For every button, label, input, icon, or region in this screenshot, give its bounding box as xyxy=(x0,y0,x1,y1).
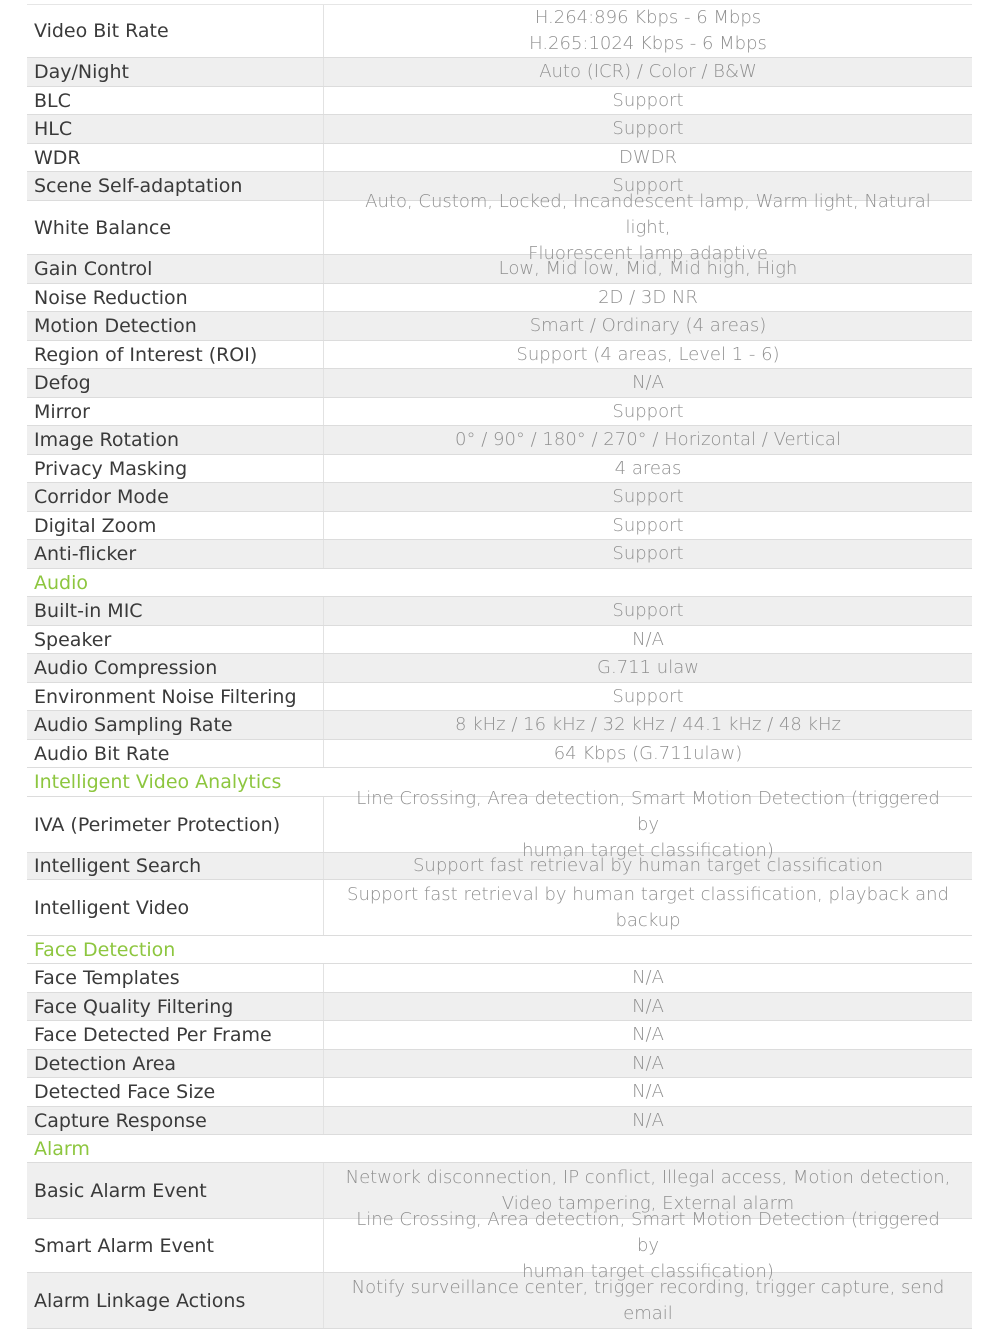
spec-value-line: Video tampering, External alarm xyxy=(501,1192,795,1214)
spec-label: Privacy Masking xyxy=(27,455,324,482)
spec-value xyxy=(324,964,972,992)
spec-value xyxy=(324,398,972,425)
spec-label: HLC xyxy=(27,115,324,143)
spec-row xyxy=(27,1107,972,1135)
spec-value xyxy=(324,512,972,539)
spec-label: Face Detected Per Frame xyxy=(27,1021,324,1049)
spec-label: Video Bit Rate xyxy=(27,5,324,57)
spec-row xyxy=(27,711,972,740)
spec-value-line: DWDR xyxy=(618,146,678,168)
spec-value-line: Fluorescent lamp adaptive xyxy=(528,242,768,264)
spec-value xyxy=(324,1078,972,1106)
spec-row xyxy=(27,597,972,626)
spec-row xyxy=(27,312,972,341)
spec-value xyxy=(324,87,972,114)
spec-value-line: Notify surveillance center, trigger recording, trigger capture, send xyxy=(351,1276,945,1298)
spec-value-line: Auto (ICR) / Color / B&W xyxy=(539,61,757,82)
spec-value xyxy=(324,711,972,739)
spec-row xyxy=(27,1078,972,1107)
spec-row xyxy=(27,369,972,398)
spec-value-line: Support xyxy=(612,514,684,536)
spec-label: Detected Face Size xyxy=(27,1078,324,1106)
spec-row xyxy=(27,853,972,880)
spec-row xyxy=(27,540,972,569)
spec-value-line: Smart / Ordinary (4 areas) xyxy=(529,315,767,336)
spec-value-line: backup xyxy=(615,909,681,931)
spec-value-line: human target classification) xyxy=(522,839,774,861)
spec-label: Audio Bit Rate xyxy=(27,740,324,767)
spec-value-line: Support fast retrieval by human target classification xyxy=(413,855,883,876)
spec-value xyxy=(324,1273,972,1328)
spec-value-line: 2D / 3D NR xyxy=(598,286,698,308)
spec-row xyxy=(27,144,972,172)
spec-row xyxy=(27,455,972,483)
spec-value-line: 4 areas xyxy=(614,457,682,479)
spec-label: Scene Self-adaptation xyxy=(27,172,324,200)
spec-row xyxy=(27,993,972,1021)
spec-row xyxy=(27,880,972,936)
spec-row xyxy=(27,787,972,861)
spec-value xyxy=(324,58,972,86)
spec-row xyxy=(27,654,972,683)
spec-row xyxy=(27,1050,972,1078)
spec-value-line: G.711 ulaw xyxy=(597,657,699,678)
spec-row xyxy=(27,483,972,512)
spec-value-line: email xyxy=(623,1302,673,1324)
spec-value xyxy=(324,683,972,710)
spec-value xyxy=(324,369,972,397)
spec-row xyxy=(27,512,972,540)
spec-value-line: 64 Kbps (G.711ulaw) xyxy=(553,742,743,764)
spec-value xyxy=(324,5,972,57)
spec-value xyxy=(324,1021,972,1049)
spec-label: Motion Detection xyxy=(27,312,324,340)
spec-value-line: Support xyxy=(612,118,684,139)
spec-value-line: N/A xyxy=(632,1024,664,1045)
spec-row xyxy=(27,1021,972,1050)
spec-row xyxy=(27,398,972,426)
spec-value xyxy=(324,426,972,454)
spec-value-line: Low, Mid low, Mid, Mid high, High xyxy=(498,258,798,279)
spec-value-line: Network disconnection, IP conflict, Illegal access, Motion detection, xyxy=(345,1166,951,1188)
spec-label: Capture Response xyxy=(27,1107,324,1134)
spec-value-line: N/A xyxy=(632,1052,664,1074)
section-heading: Face Detection xyxy=(27,936,972,964)
spec-value xyxy=(324,1208,972,1282)
spec-label: Gain Control xyxy=(27,255,324,283)
spec-value-line: Support (4 areas, Level 1 - 6) xyxy=(516,343,780,365)
spec-row xyxy=(27,683,972,711)
spec-value-line: N/A xyxy=(632,995,664,1017)
spec-label: Intelligent Video xyxy=(27,880,324,935)
spec-label: Audio Compression xyxy=(27,654,324,682)
spec-value-line: N/A xyxy=(632,1109,664,1131)
spec-label: Speaker xyxy=(27,626,324,653)
spec-value-line: Support fast retrieval by human target classification, playback and xyxy=(347,883,949,905)
spec-label: Noise Reduction xyxy=(27,284,324,311)
spec-value xyxy=(324,1107,972,1134)
spec-value xyxy=(324,654,972,682)
spec-label: BLC xyxy=(27,87,324,114)
spec-value xyxy=(324,284,972,311)
spec-value-line: Line Crossing, Area detection, Smart Motion Detection (triggered by xyxy=(356,787,940,835)
spec-value-line: Support xyxy=(612,685,684,707)
spec-row xyxy=(27,190,972,264)
spec-value-line: human target classification) xyxy=(522,1260,774,1282)
spec-value xyxy=(324,483,972,511)
spec-row xyxy=(27,426,972,455)
spec-label: Intelligent Search xyxy=(27,853,324,879)
spec-value-line: Support xyxy=(612,543,684,564)
spec-value xyxy=(324,880,972,935)
spec-value-line: N/A xyxy=(632,1081,664,1102)
spec-label: Basic Alarm Event xyxy=(27,1163,324,1218)
spec-value-line: 8 kHz / 16 kHz / 32 kHz / 44.1 kHz / 48 kHz xyxy=(455,714,841,735)
spec-row xyxy=(27,87,972,115)
spec-value-line: N/A xyxy=(632,372,664,393)
spec-label: IVA (Perimeter Protection) xyxy=(27,797,324,852)
spec-row xyxy=(27,626,972,654)
spec-label: Environment Noise Filtering xyxy=(27,683,324,710)
spec-value-line: H.265:1024 Kbps - 6 Mbps xyxy=(529,33,767,54)
spec-value-line: Support xyxy=(612,175,684,196)
spec-value xyxy=(324,144,972,171)
spec-value-line: Support xyxy=(612,400,684,422)
spec-label: Corridor Mode xyxy=(27,483,324,511)
spec-row xyxy=(27,115,972,144)
spec-value xyxy=(324,853,972,879)
spec-row xyxy=(27,964,972,993)
spec-value xyxy=(324,540,972,568)
spec-label: Smart Alarm Event xyxy=(27,1219,324,1272)
spec-label: Digital Zoom xyxy=(27,512,324,539)
spec-label: Region of Interest (ROI) xyxy=(27,341,324,368)
spec-label: WDR xyxy=(27,144,324,171)
spec-label: Audio Sampling Rate xyxy=(27,711,324,739)
spec-row xyxy=(27,1273,972,1329)
spec-value xyxy=(324,190,972,264)
spec-value-line: N/A xyxy=(632,628,664,650)
spec-row xyxy=(27,284,972,312)
section-heading: Audio xyxy=(27,569,972,597)
spec-label: Built-in MIC xyxy=(27,597,324,625)
spec-label: White Balance xyxy=(27,201,324,254)
spec-table xyxy=(27,4,972,1329)
spec-label: Face Quality Filtering xyxy=(27,993,324,1020)
section-heading: Alarm xyxy=(27,1135,972,1163)
spec-label: Image Rotation xyxy=(27,426,324,454)
spec-label: Face Templates xyxy=(27,964,324,992)
spec-value xyxy=(324,993,972,1020)
spec-label: Anti-flicker xyxy=(27,540,324,568)
spec-value-line: Support xyxy=(612,486,684,507)
spec-value xyxy=(324,341,972,368)
spec-value-line: 0° / 90° / 180° / 270° / Horizontal / Vertical xyxy=(455,429,841,450)
spec-value xyxy=(324,1050,972,1077)
spec-value xyxy=(324,455,972,482)
spec-label: Detection Area xyxy=(27,1050,324,1077)
spec-row xyxy=(27,58,972,87)
section-heading: Intelligent Video Analytics xyxy=(27,768,972,797)
spec-value xyxy=(324,312,972,340)
spec-label: Mirror xyxy=(27,398,324,425)
spec-row xyxy=(27,5,972,58)
spec-row xyxy=(27,341,972,369)
spec-value-line: Support xyxy=(612,600,684,621)
spec-value xyxy=(324,787,972,861)
spec-value xyxy=(324,115,972,143)
spec-value-line: Auto, Custom, Locked, Incandescent lamp, Warm light, Natural light, xyxy=(365,190,931,238)
spec-row xyxy=(27,1208,972,1282)
spec-value-line: N/A xyxy=(632,967,664,988)
spec-row xyxy=(27,740,972,768)
spec-value xyxy=(324,597,972,625)
spec-label: Day/Night xyxy=(27,58,324,86)
spec-value-line: H.264:896 Kbps - 6 Mbps xyxy=(534,7,762,28)
spec-value-line: Line Crossing, Area detection, Smart Motion Detection (triggered by xyxy=(356,1208,940,1256)
spec-label: Alarm Linkage Actions xyxy=(27,1273,324,1328)
spec-label: Defog xyxy=(27,369,324,397)
spec-value xyxy=(324,255,972,283)
spec-value xyxy=(324,740,972,767)
spec-row xyxy=(27,255,972,284)
spec-value xyxy=(324,626,972,653)
spec-value-line: Support xyxy=(612,89,684,111)
